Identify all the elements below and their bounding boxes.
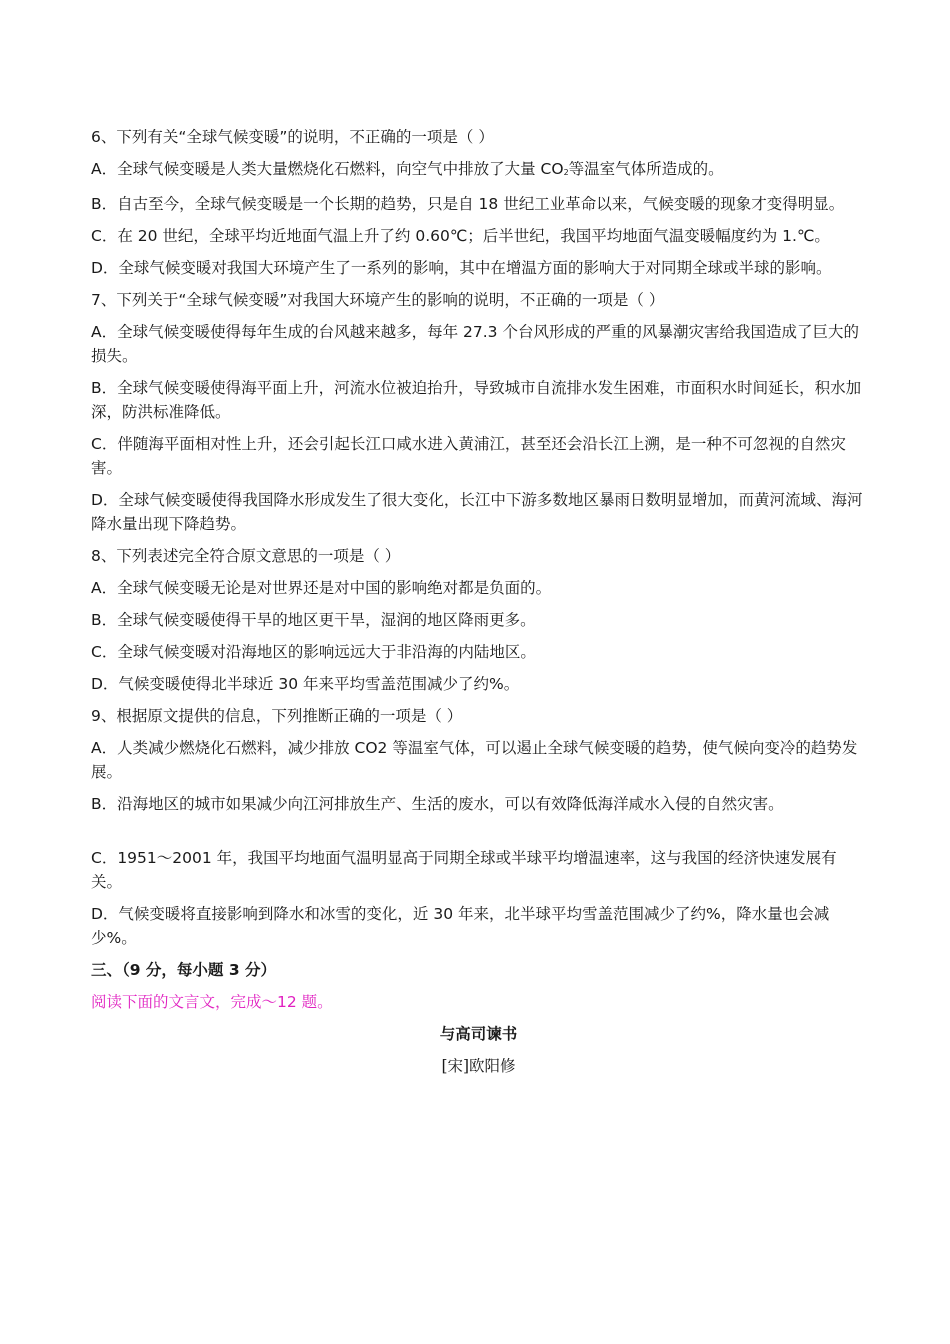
co2-subscript: 2 — [563, 168, 569, 177]
section-3-instruction: 阅读下面的文言文，完成～12 题。 — [91, 993, 333, 1011]
q6-option-a-text-1: A．全球气候变暖是人类大量燃烧化石燃料，向空气中排放了大量 CO — [91, 160, 564, 178]
question-7-option-c: C．伴随海平面相对性上升，还会引起长江口咸水进入黄浦江，甚至还会沿长江上溯，是一种不可忽视的自然灾害。 — [91, 435, 846, 477]
question-7-option-a: A．全球气候变暖使得每年生成的台风越来越多，每年 27.3 个台风形成的严重的风暴潮灾害给我国造成了巨大的损失。 — [91, 323, 859, 365]
question-9-option-b: B．沿海地区的城市如果减少向江河排放生产、生活的废水，可以有效降低海洋咸水入侵的自然灾害。 — [91, 795, 784, 813]
document-page — [91, 125, 866, 1086]
question-6-stem: 6、下列有关“全球气候变暖”的说明，不正确的一项是（ ） — [91, 128, 494, 146]
question-9-option-d: D．气候变暖将直接影响到降水和冰雪的变化，近 30 年来，北半球平均雪盖范围减少了约%，降水量也会减少%。 — [91, 905, 830, 947]
question-6-option-b: B．自古至今，全球气候变暖是一个长期的趋势，只是自 18 世纪工业革命以来，气候变暖的现象才变得明显。 — [91, 195, 845, 213]
question-9-option-c: C．1951～2001 年，我国平均地面气温明显高于同期全球或半球平均增温速率，这与我国的经济快速发展有关。 — [91, 849, 837, 891]
question-8-option-b: B．全球气候变暖使得干旱的地区更干旱，湿润的地区降雨更多。 — [91, 611, 536, 629]
question-7-option-b: B．全球气候变暖使得海平面上升，河流水位被迫抬升，导致城市自流排水发生困难，市面积水时间延长，积水加深，防洪标准降低。 — [91, 379, 862, 421]
question-6-option-c: C．在 20 世纪，全球平均近地面气温上升了约 0.60℃；后半世纪，我国平均地面气温变暖幅度约为 1.℃。 — [91, 227, 830, 245]
passage-title: 与高司谏书 — [439, 1025, 518, 1043]
question-6-option-a — [91, 157, 866, 184]
passage-author: [宋]欧阳修 — [441, 1057, 516, 1075]
question-8-stem: 8、下列表述完全符合原文意思的一项是（ ） — [91, 547, 401, 565]
question-8-option-c: C．全球气候变暖对沿海地区的影响远远大于非沿海的内陆地区。 — [91, 643, 536, 661]
question-8-option-d: D．气候变暖使得北半球近 30 年来平均雪盖范围减少了约%。 — [91, 675, 520, 693]
question-8-option-a: A．全球气候变暖无论是对世界还是对中国的影响绝对都是负面的。 — [91, 579, 552, 597]
q6-option-a-text-2: 等温室气体所造成的。 — [568, 160, 724, 178]
question-7-option-d: D．全球气候变暖使得我国降水形成发生了很大变化，长江中下游多数地区暴雨日数明显增加，而黄河流域、海河降水量出现下降趋势。 — [91, 491, 863, 533]
question-9-stem: 9、根据原文提供的信息，下列推断正确的一项是（ ） — [91, 707, 463, 725]
section-3-title: 三、（9 分，每小题 3 分） — [91, 961, 277, 979]
question-9-option-a: A．人类减少燃烧化石燃料，减少排放 CO2 等温室气体，可以遏止全球气候变暖的趋势，使气候向变冷的趋势发展。 — [91, 739, 858, 781]
question-7-stem: 7、下列关于“全球气候变暖”对我国大环境产生的影响的说明，不正确的一项是（ ） — [91, 291, 665, 309]
question-6-option-d: D．全球气候变暖对我国大环境产生了一系列的影响，其中在增温方面的影响大于对同期全球或半球的影响。 — [91, 259, 832, 277]
